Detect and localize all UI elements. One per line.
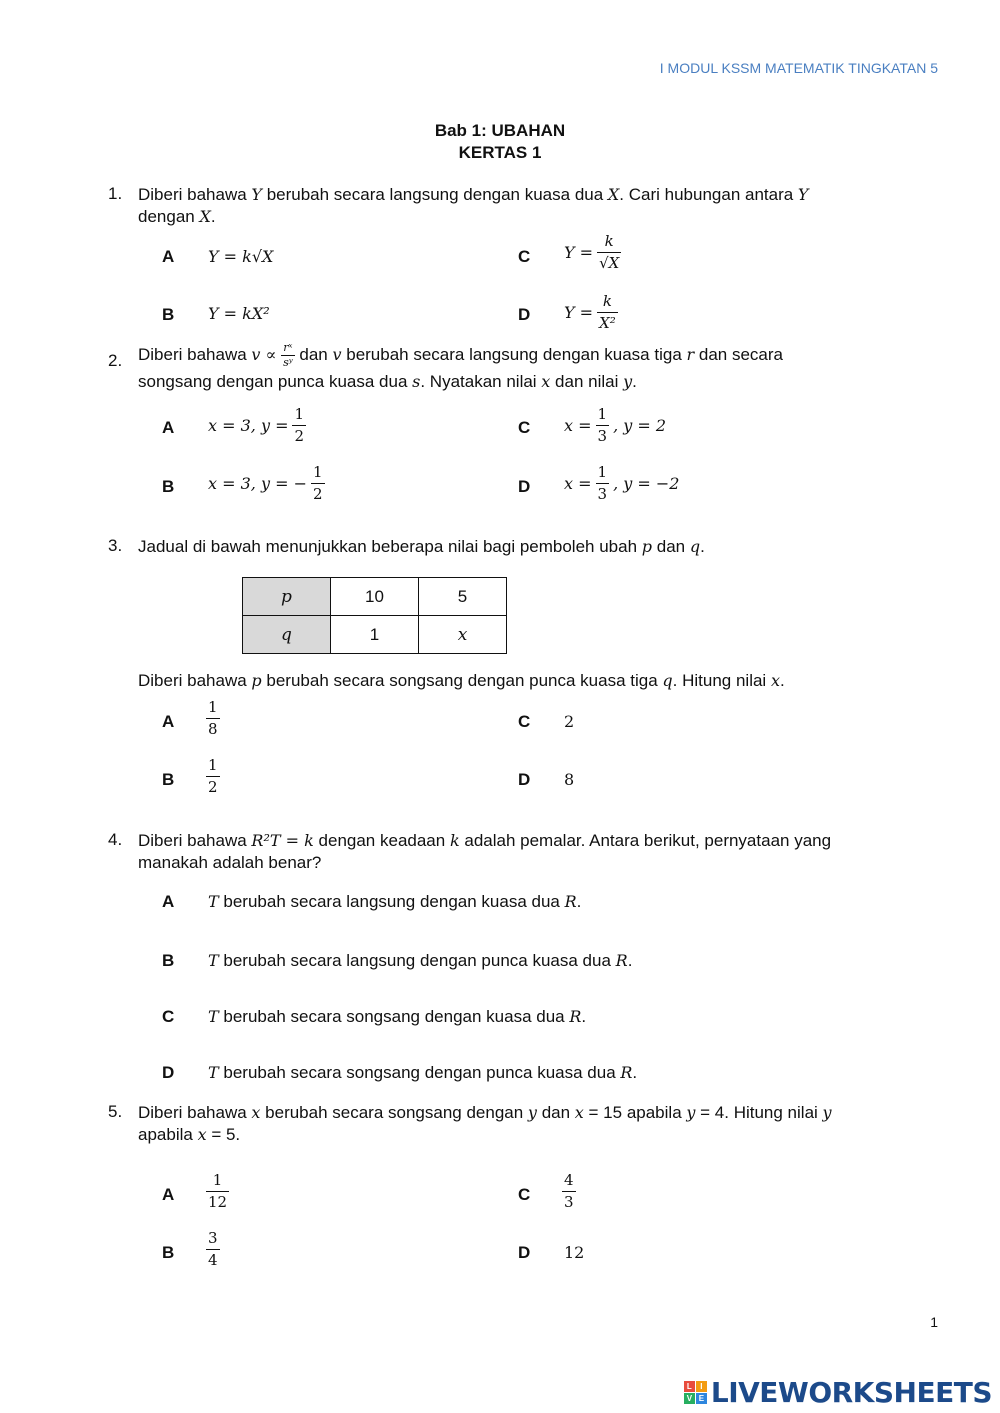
page-number: 1 [930, 1314, 938, 1330]
q1-text: Diberi bahawa Y berubah secara langsung dengan kuasa dua X. Cari hubungan antara Y dengan X. [138, 185, 809, 226]
q5-text: Diberi bahawa x berubah secara songsang dengan y dan x = 15 apabila y = 4. Hitung nilai y apabila x = 5. [138, 1103, 832, 1144]
q5-option-b-expr: $\frac{3}{4}$ [208, 1229, 218, 1269]
q5-option-c-label[interactable]: C [518, 1185, 531, 1204]
pq-table [242, 577, 507, 654]
q4-option-c-label[interactable]: C [162, 1007, 175, 1026]
q4-option-b-text: T berubah secara langsung dengan punca kuasa dua R. [208, 951, 633, 970]
q5-option-b-label[interactable]: B [162, 1243, 175, 1262]
q2-option-d-expr: x = $\frac{1}{3}$ , y = −2 [564, 463, 680, 503]
table-cell: 1 [331, 616, 419, 654]
table-cell: x [419, 616, 507, 654]
q3-text: Jadual di bawah menunjukkan beberapa nilai bagi pemboleh ubah p dan q. [138, 537, 705, 556]
q5-option-c-expr: $\frac{4}{3}$ [564, 1171, 574, 1211]
q5-option-a-expr: $\frac{1}{12}$ [208, 1171, 228, 1211]
q2-option-d-label[interactable]: D [518, 477, 531, 496]
q4-option-a-text: T berubah secara langsung dengan kuasa dua R. [208, 892, 582, 911]
q3-option-a-expr: $\frac{1}{8}$ [208, 698, 218, 738]
q4-text: Diberi bahawa R²T = k dengan keadaan k adalah pemalar. Antara berikut, pernyataan yang manakah adalah benar? [138, 831, 832, 872]
q1-option-a-label[interactable]: A [162, 247, 175, 266]
table-row [243, 616, 507, 654]
q3-option-c-expr: 2 [564, 712, 575, 731]
q3-option-d-expr: 8 [564, 770, 575, 789]
q1-number: 1. [108, 184, 123, 203]
q4-option-c-text: T berubah secara songsang dengan kuasa dua R. [208, 1007, 587, 1026]
q2-option-a-expr: x = 3, y = $\frac{1}{2}$ [208, 405, 305, 445]
q2-option-a-label[interactable]: A [162, 418, 175, 437]
q2-number: 2. [108, 351, 123, 370]
q5-option-d-label[interactable]: D [518, 1243, 531, 1262]
q4-option-d-label[interactable]: D [162, 1063, 175, 1082]
chapter-title: Bab 1: UBAHAN [434, 121, 566, 140]
logo-mark-icon: L I V E [684, 1381, 707, 1404]
q2-option-c-expr: x = $\frac{1}{3}$ , y = 2 [564, 405, 667, 445]
q1-option-c-label[interactable]: C [518, 247, 531, 266]
q3-option-b-label[interactable]: B [162, 770, 175, 789]
logo-text: LIVEWORKSHEETS [710, 1376, 992, 1409]
paper-title: KERTAS 1 [458, 143, 542, 162]
q3-number: 3. [108, 536, 123, 555]
q2-option-b-label[interactable]: B [162, 477, 175, 496]
q1-option-d-expr: Y = $\frac{k}{\text{X²}}$ [564, 292, 616, 332]
q3-option-c-label[interactable]: C [518, 712, 531, 731]
q4-option-d-text: T berubah secara songsang dengan punca kuasa dua R. [208, 1063, 638, 1082]
q5-option-a-label[interactable]: A [162, 1185, 175, 1204]
table-cell: 5 [419, 578, 507, 616]
q4-option-b-label[interactable]: B [162, 951, 175, 970]
q1-option-c-expr: Y = $\frac{k}{√X}$ [564, 232, 620, 272]
q5-number: 5. [108, 1102, 123, 1121]
liveworksheets-logo[interactable] [684, 1376, 992, 1409]
module-header: I MODUL KSSM MATEMATIK TINGKATAN 5 [659, 60, 938, 76]
q5-option-d-expr: 12 [564, 1243, 585, 1262]
q3-option-d-label[interactable]: D [518, 770, 531, 789]
q3-option-b-expr: $\frac{1}{2}$ [208, 756, 218, 796]
q2-option-b-expr: x = 3, y = − $\frac{1}{2}$ [208, 463, 323, 503]
q3-option-a-label[interactable]: A [162, 712, 175, 731]
q4-option-a-label[interactable]: A [162, 892, 175, 911]
q1-option-a-expr: Y = k√X [208, 247, 274, 266]
table-cell: q [243, 616, 331, 654]
q1-option-b-label[interactable]: B [162, 305, 175, 324]
table-cell: 10 [331, 578, 419, 616]
q4-number: 4. [108, 830, 123, 849]
q2-option-c-label[interactable]: C [518, 418, 531, 437]
q2-text: Diberi bahawa v ∝ $\frac{\text{rˣ}}{\text{sʸ}}$ dan v berubah secara langsung dengan kuasa tiga r dan secara songsang dengan punca kuasa dua s. Nyatakan nilai x dan nilai y. [138, 341, 783, 392]
q3-text-2: Diberi bahawa p berubah secara songsang dengan punca kuasa tiga q. Hitung nilai x. [138, 671, 785, 690]
table-row [243, 578, 507, 616]
q1-option-b-expr: Y = kX² [208, 304, 270, 323]
q1-option-d-label[interactable]: D [518, 305, 531, 324]
table-cell: p [243, 578, 331, 616]
